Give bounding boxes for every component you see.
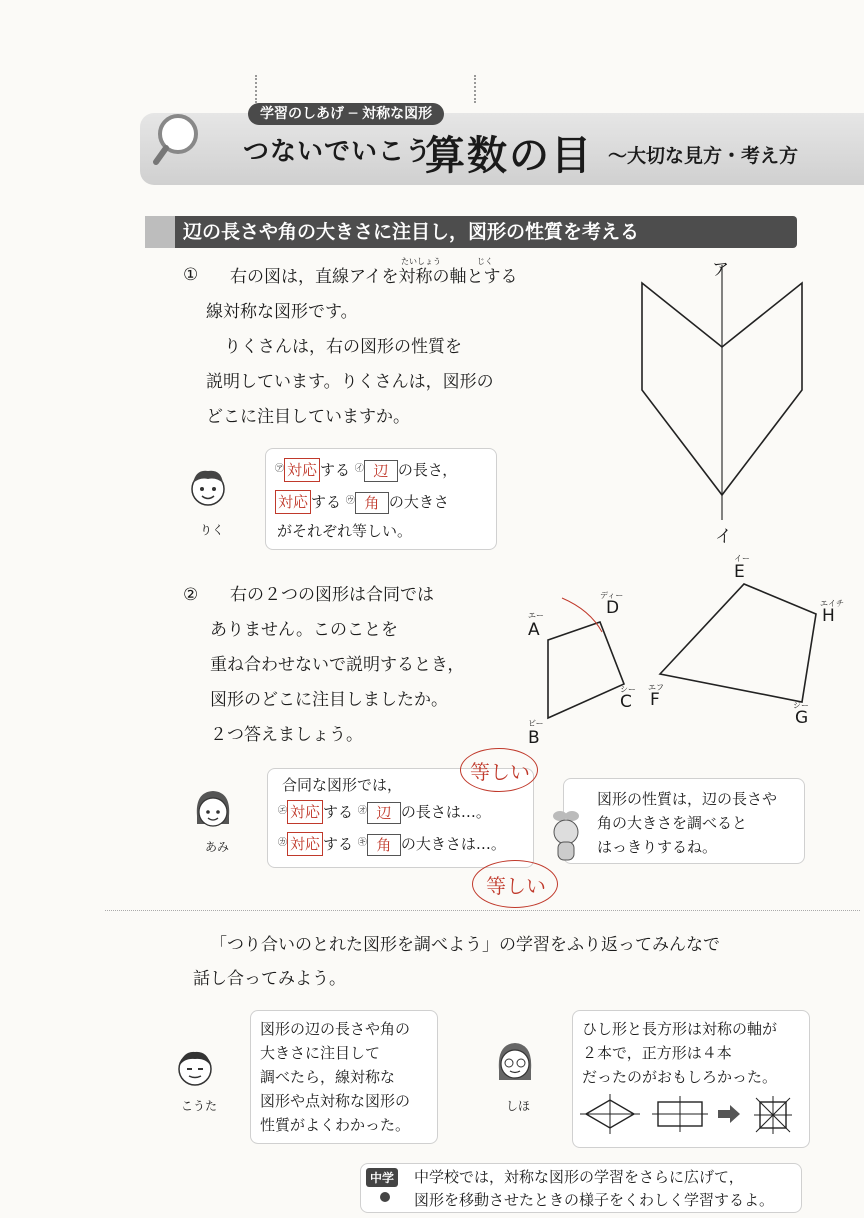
ruby-G: ジー xyxy=(793,701,809,710)
mark-a: ㋐ xyxy=(275,464,285,474)
tag-dots-left xyxy=(255,75,257,103)
divider xyxy=(105,910,860,911)
shiho-avatar xyxy=(495,1040,535,1084)
answer-kaku: 角 xyxy=(355,492,389,514)
mark-ka: ㋕ xyxy=(278,838,288,848)
axis-label-bottom: イ xyxy=(715,527,732,547)
ruby-E: イー xyxy=(734,554,750,563)
q1-line-4: 説明しています。りくさんは，図形の xyxy=(206,372,494,392)
mascot-line-1: 図形の性質は，辺の長さや xyxy=(597,790,778,808)
symmetric-figure xyxy=(630,265,820,545)
quad-abcd xyxy=(548,622,624,718)
q1-number: ① xyxy=(183,265,199,285)
ami-text-3: する xyxy=(323,835,354,853)
answer-taio-1: 対応 xyxy=(284,458,320,482)
mark-i: ㋑ xyxy=(354,464,364,474)
arrow-right-icon xyxy=(718,1105,740,1123)
ami-text-1: する xyxy=(323,803,354,821)
ruby-C: シー xyxy=(620,685,636,694)
shiho-name: しほ xyxy=(506,1099,531,1113)
ami-name: あみ xyxy=(205,840,230,854)
kouta-line-1: 図形の辺の長さや角の xyxy=(260,1020,411,1038)
chugaku-badge: 中学 xyxy=(366,1168,398,1187)
ruby-D: ディー xyxy=(600,591,624,600)
review-line-1: 「つり合いのとれた図形を調べよう」の学習をふり返ってみんなで xyxy=(210,935,720,955)
quadrilaterals-figure xyxy=(520,570,840,730)
label-H: H xyxy=(822,606,835,626)
tag-dots-right xyxy=(474,75,476,103)
review-line-2: 話し合ってみよう。 xyxy=(193,969,346,989)
q1-line-5: どこに注目していますか。 xyxy=(206,407,410,427)
q2-line-3: 重ね合わせないで説明するとき， xyxy=(210,655,465,675)
q2-line-4: 図形のどこに注目しましたか。 xyxy=(210,690,448,710)
mark-arc xyxy=(562,598,602,632)
riku-name: りく xyxy=(200,523,225,537)
riku-text-1: する xyxy=(320,461,351,479)
ami-text-2: の長さは…。 xyxy=(400,803,491,821)
title-main: つないでいこう xyxy=(243,137,433,167)
section-heading: 辺の長さや角の大きさに注目し，図形の性質を考える xyxy=(145,216,797,248)
ami-answer-taio-2: 対応 xyxy=(287,832,323,856)
title-sub: 〜大切な見方・考え方 xyxy=(608,145,799,167)
q2-number: ② xyxy=(183,585,199,605)
riku-line-2 xyxy=(275,490,449,514)
label-A: A xyxy=(528,620,540,640)
ami-text-4: の大きさは…。 xyxy=(400,835,506,853)
ami-answer-taio-1: 対応 xyxy=(287,800,323,824)
riku-text-4: の大きさ xyxy=(388,493,449,511)
answer-taio-2: 対応 xyxy=(275,490,311,514)
q2-line-2: ありません。このことを xyxy=(210,620,399,640)
ruby-jiku: じく xyxy=(477,257,493,266)
mascot-line-2: 角の大きさを調べると xyxy=(597,814,748,832)
mark-e: ㋓ xyxy=(278,806,288,816)
title-big: 算数の目 xyxy=(425,133,593,179)
note-equal-2-text: 等しい xyxy=(486,874,546,898)
chugaku-line-1: 中学校では，対称な図形の学習をさらに広げて， xyxy=(414,1168,744,1186)
ami-avatar xyxy=(193,788,233,832)
kouta-line-3: 調べたら，線対称な xyxy=(260,1068,396,1086)
shiho-line-3: だったのがおもしろかった。 xyxy=(582,1068,778,1086)
q2-line-1: 右の２つの図形は合同では xyxy=(230,585,434,605)
magnifier-icon xyxy=(148,108,208,168)
mark-u: ㋒ xyxy=(345,496,355,506)
chugaku-dot xyxy=(380,1192,390,1202)
answer-hen: 辺 xyxy=(364,460,398,482)
shiho-line-1: ひし形と長方形は対称の軸が xyxy=(582,1020,778,1038)
quad-efgh xyxy=(660,584,816,702)
unit-tag: 学習のしあげ ─ 対称な図形 xyxy=(248,103,444,125)
ruby-F: エフ xyxy=(648,683,664,692)
label-F: F xyxy=(650,690,660,710)
q1-line-3: りくさんは，右の図形の性質を xyxy=(224,337,462,357)
riku-avatar xyxy=(188,465,228,509)
shiho-line-2: ２本で，正方形は４本 xyxy=(582,1044,732,1062)
label-G: G xyxy=(795,708,809,728)
mascot-icon xyxy=(548,808,584,864)
q2-line-5: ２つ答えましょう。 xyxy=(210,725,363,745)
riku-line-1 xyxy=(275,458,457,482)
ami-line-0: 合同な図形では， xyxy=(282,776,403,794)
ami-answer-hen: 辺 xyxy=(367,802,401,824)
label-B: B xyxy=(528,728,540,748)
kouta-name: こうた xyxy=(181,1099,218,1113)
mark-ki: ㋖ xyxy=(357,838,367,848)
q1-line-2: 線対称な図形です。 xyxy=(206,302,358,322)
q1-line-1: 右の図は，直線アイを対称の軸とする xyxy=(230,267,518,287)
ruby-H: エイチ xyxy=(820,599,844,608)
label-E: E xyxy=(734,562,745,582)
symmetry-shapes-icon xyxy=(580,1094,800,1134)
ruby-taisho: たいしょう xyxy=(401,257,441,266)
kouta-line-4: 図形や点対称な図形の xyxy=(260,1092,411,1110)
kouta-avatar xyxy=(175,1045,215,1089)
ami-line-1 xyxy=(278,800,491,824)
ruby-A: エー xyxy=(528,611,544,620)
ami-answer-kaku: 角 xyxy=(367,834,401,856)
riku-text-3: する xyxy=(311,493,342,511)
label-C: C xyxy=(620,692,632,712)
ruby-B: ビー xyxy=(528,719,544,728)
kouta-line-5: 性質がよくわかった。 xyxy=(260,1116,411,1134)
mark-o: ㋔ xyxy=(357,806,367,816)
mascot-line-3: はっきりするね。 xyxy=(597,838,718,856)
note-equal-1-text: 等しい xyxy=(470,760,530,784)
chugaku-line-2: 図形を移動させたときの様子をくわしく学習するよ。 xyxy=(414,1191,775,1209)
kouta-line-2: 大きさに注目して xyxy=(260,1044,381,1062)
ami-line-2 xyxy=(278,832,506,856)
riku-text-2: の長さ， xyxy=(397,461,458,479)
axis-label-top: ア xyxy=(712,260,729,280)
riku-line-3: がそれぞれ等しい。 xyxy=(277,522,413,540)
label-D: D xyxy=(606,598,620,618)
